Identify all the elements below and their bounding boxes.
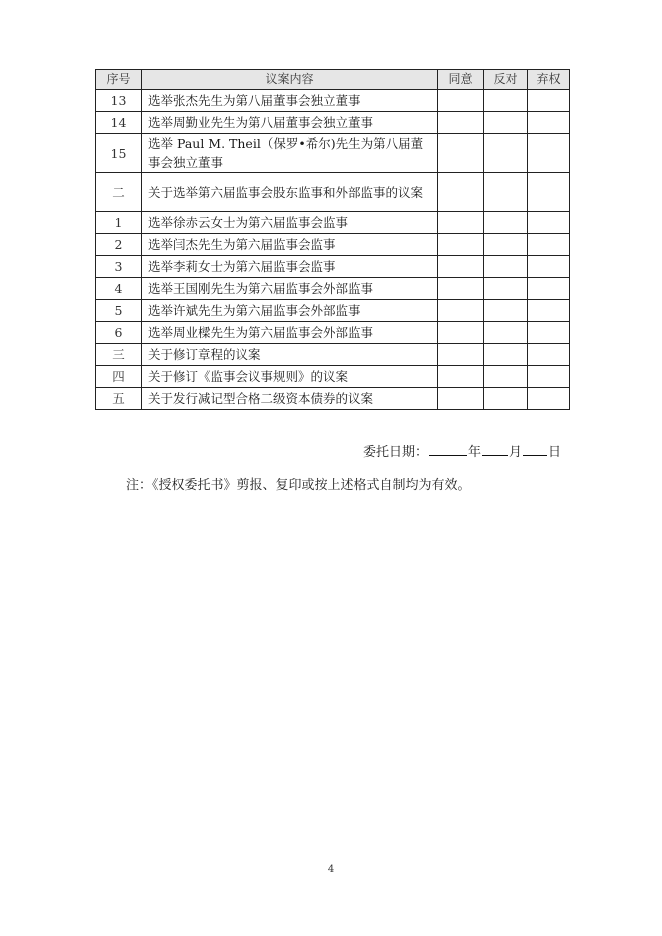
row-content: 选举周勤业先生为第八届董事会独立董事 xyxy=(142,112,438,134)
abstain-cell[interactable] xyxy=(528,366,570,388)
row-seq: 3 xyxy=(96,256,142,278)
table-row xyxy=(96,344,570,366)
proxy-voting-table xyxy=(95,69,570,410)
header-seq: 序号 xyxy=(96,70,142,90)
abstain-cell[interactable] xyxy=(528,278,570,300)
row-seq: 14 xyxy=(96,112,142,134)
validity-note: 注：《授权委托书》剪报、复印或按上述格式自制均为有效。 xyxy=(126,478,471,493)
oppose-cell[interactable] xyxy=(484,344,528,366)
row-content: 选举闫杰先生为第六届监事会监事 xyxy=(142,234,438,256)
agree-cell[interactable] xyxy=(438,212,484,234)
row-seq: 4 xyxy=(96,278,142,300)
abstain-cell[interactable] xyxy=(528,322,570,344)
agree-cell[interactable] xyxy=(438,234,484,256)
row-seq: 二 xyxy=(96,173,142,212)
abstain-cell[interactable] xyxy=(528,134,570,173)
agree-cell[interactable] xyxy=(438,90,484,112)
page-number: 4 xyxy=(327,864,335,875)
table-row xyxy=(96,366,570,388)
table-row xyxy=(96,388,570,410)
header-abstain: 弃权 xyxy=(528,70,570,90)
oppose-cell[interactable] xyxy=(484,234,528,256)
row-content: 选举徐赤云女士为第六届监事会监事 xyxy=(142,212,438,234)
row-content: 选举王国刚先生为第六届监事会外部监事 xyxy=(142,278,438,300)
agree-cell[interactable] xyxy=(438,300,484,322)
row-seq: 1 xyxy=(96,212,142,234)
row-seq: 5 xyxy=(96,300,142,322)
header-agree: 同意 xyxy=(438,70,484,90)
abstain-cell[interactable] xyxy=(528,344,570,366)
oppose-cell[interactable] xyxy=(484,212,528,234)
row-seq: 15 xyxy=(96,134,142,173)
oppose-cell[interactable] xyxy=(484,134,528,173)
row-content: 选举李莉女士为第六届监事会监事 xyxy=(142,256,438,278)
agree-cell[interactable] xyxy=(438,366,484,388)
agree-cell[interactable] xyxy=(438,344,484,366)
abstain-cell[interactable] xyxy=(528,388,570,410)
agree-cell[interactable] xyxy=(438,134,484,173)
table-row xyxy=(96,212,570,234)
table-row xyxy=(96,90,570,112)
agree-cell[interactable] xyxy=(438,112,484,134)
table-row xyxy=(96,278,570,300)
month-blank[interactable] xyxy=(482,441,508,456)
abstain-cell[interactable] xyxy=(528,256,570,278)
oppose-cell[interactable] xyxy=(484,112,528,134)
row-content: 关于选举第六届监事会股东监事和外部监事的议案 xyxy=(142,173,438,212)
table-row xyxy=(96,322,570,344)
table-row xyxy=(96,134,570,173)
month-label: 月 xyxy=(508,445,522,460)
day-label: 日 xyxy=(547,445,561,460)
row-content: 关于修订章程的议案 xyxy=(142,344,438,366)
entrust-date-line xyxy=(363,441,561,460)
agree-cell[interactable] xyxy=(438,322,484,344)
year-blank[interactable] xyxy=(429,441,467,456)
abstain-cell[interactable] xyxy=(528,300,570,322)
header-content: 议案内容 xyxy=(142,70,438,90)
row-seq: 三 xyxy=(96,344,142,366)
day-blank[interactable] xyxy=(523,441,547,456)
row-content: 选举许斌先生为第六届监事会外部监事 xyxy=(142,300,438,322)
agree-cell[interactable] xyxy=(438,278,484,300)
table-row xyxy=(96,234,570,256)
row-seq: 13 xyxy=(96,90,142,112)
row-content: 选举周业樑先生为第六届监事会外部监事 xyxy=(142,322,438,344)
oppose-cell[interactable] xyxy=(484,300,528,322)
table-row xyxy=(96,112,570,134)
abstain-cell[interactable] xyxy=(528,112,570,134)
row-content: 选举 Paul M. Theil（保罗•希尔)先生为第八届董事会独立董事 xyxy=(142,134,438,173)
oppose-cell[interactable] xyxy=(484,322,528,344)
table-row xyxy=(96,300,570,322)
row-seq: 五 xyxy=(96,388,142,410)
row-seq: 四 xyxy=(96,366,142,388)
oppose-cell[interactable] xyxy=(484,173,528,212)
abstain-cell[interactable] xyxy=(528,90,570,112)
row-content: 关于修订《监事会议事规则》的议案 xyxy=(142,366,438,388)
agree-cell[interactable] xyxy=(438,256,484,278)
table-row xyxy=(96,256,570,278)
row-content: 选举张杰先生为第八届董事会独立董事 xyxy=(142,90,438,112)
row-seq: 6 xyxy=(96,322,142,344)
abstain-cell[interactable] xyxy=(528,234,570,256)
row-content: 关于发行减记型合格二级资本债券的议案 xyxy=(142,388,438,410)
agree-cell[interactable] xyxy=(438,388,484,410)
oppose-cell[interactable] xyxy=(484,90,528,112)
oppose-cell[interactable] xyxy=(484,366,528,388)
abstain-cell[interactable] xyxy=(528,212,570,234)
entrust-date-label: 委托日期： xyxy=(362,445,428,460)
row-seq: 2 xyxy=(96,234,142,256)
year-label: 年 xyxy=(467,445,481,460)
header-oppose: 反对 xyxy=(484,70,528,90)
abstain-cell[interactable] xyxy=(528,173,570,212)
table-header-row xyxy=(96,70,570,90)
table-row xyxy=(96,173,570,212)
oppose-cell[interactable] xyxy=(484,278,528,300)
oppose-cell[interactable] xyxy=(484,256,528,278)
oppose-cell[interactable] xyxy=(484,388,528,410)
agree-cell[interactable] xyxy=(438,173,484,212)
